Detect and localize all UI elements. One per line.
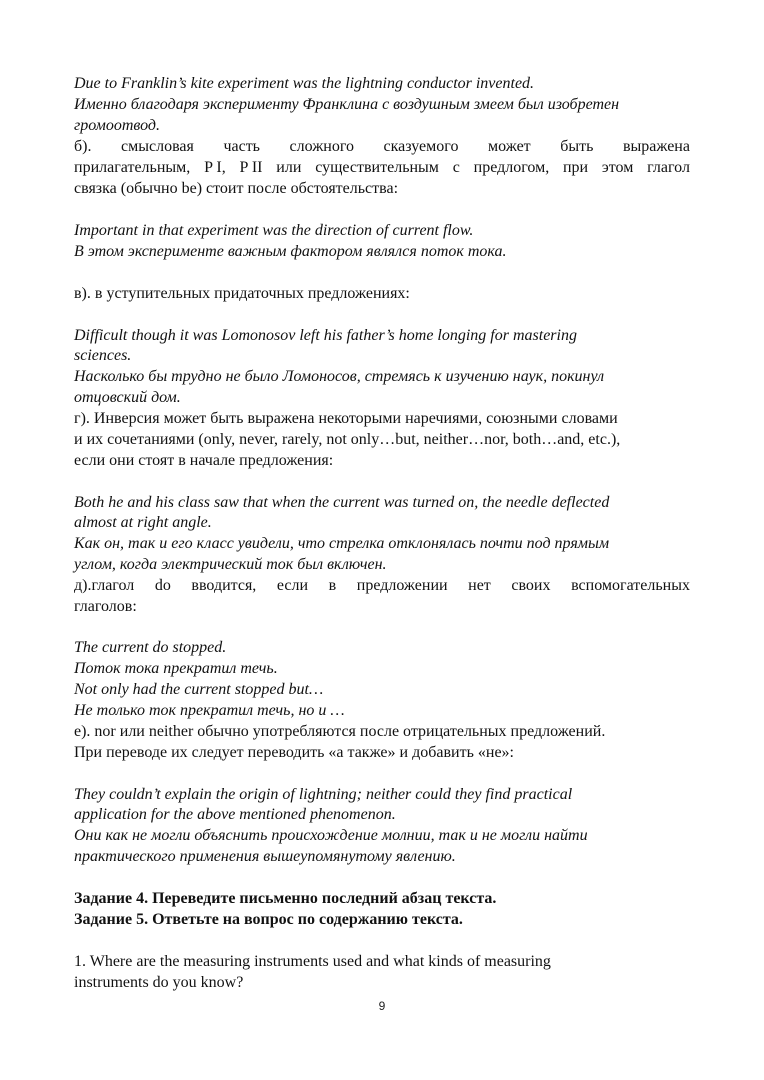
example-ru-current-flow: В этом эксперименте важным фактором являлся поток тока. (74, 243, 507, 260)
word: существительным (315, 159, 439, 176)
word: предлогом, (473, 159, 550, 176)
word: вспомогательных (571, 577, 690, 594)
task-5-heading: Задание 5. Ответьте на вопрос по содержанию текста. (74, 911, 463, 928)
example-en-lightning-line1: They couldn’t explain the origin of lightning; neither could they find practical (74, 786, 573, 803)
rule-b-line3: связка (обычно be) стоит после обстоятельства: (74, 180, 399, 197)
page-number: 9 (378, 999, 386, 1013)
word: быть (560, 138, 594, 155)
example-ru-lightning-line1: Они как не могли объяснить происхождение молнии, так и не могли найти (74, 827, 588, 844)
word: с (452, 159, 460, 176)
word: do (154, 577, 171, 594)
example-ru-do-stopped: Поток тока прекратил течь. (74, 660, 278, 677)
word: глагол (647, 159, 690, 176)
question-1-line2: instruments do you know? (74, 974, 244, 991)
word: нет (468, 577, 491, 594)
rule-d-line1 (74, 575, 690, 596)
word: сказуемого (383, 138, 459, 155)
example-en-not-only: Not only had the current stopped but… (74, 681, 324, 698)
rule-d-line2: глаголов: (74, 598, 137, 615)
question-1-line1: 1. Where are the measuring instruments used and what kinds of measuring (74, 953, 551, 970)
example-ru-needle-line2: углом, когда электрический ток был включен. (74, 556, 387, 573)
word: может (488, 138, 531, 155)
example-ru-lomonosov-line2: отцовский дом. (74, 389, 181, 406)
example-en-lomonosov-line2: sciences. (74, 347, 132, 364)
rule-b-line1 (74, 136, 690, 157)
example-en-do-stopped: The current do stopped. (74, 639, 227, 656)
example-en-franklin: Due to Franklin’s kite experiment was the lightning conductor invented. (74, 75, 535, 92)
task-4-heading: Задание 4. Переведите письменно последний абзац текста. (74, 890, 497, 907)
word: д).глагол (74, 577, 135, 594)
rule-e-line1: е). nor или neither обычно употребляются после отрицательных предложений. (74, 723, 606, 740)
rule-e-line2: При переводе их следует переводить «а также» и добавить «не»: (74, 744, 514, 761)
word: P II (239, 159, 263, 176)
rule-v: в). в уступительных придаточных предложениях: (74, 285, 410, 302)
word: прилагательным, (74, 159, 191, 176)
word: или (276, 159, 302, 176)
rule-g-line2: и их сочетаниями (only, never, rarely, not only…but, neither…nor, both…and, etc.), (74, 431, 621, 448)
word: своих (511, 577, 551, 594)
word: P I, (204, 159, 226, 176)
example-ru-needle-line1: Как он, так и его класс увидели, что стрелка отклонялась почти под прямым (74, 535, 610, 552)
example-ru-lomonosov-line1: Насколько бы трудно не было Ломоносов, стремясь к изучению наук, покинул (74, 368, 605, 385)
rule-b-line2 (74, 157, 690, 178)
example-en-needle-line2: almost at right angle. (74, 514, 212, 531)
example-en-lightning-line2: application for the above mentioned phenomenon. (74, 806, 396, 823)
example-ru-not-only: Не только ток прекратил течь, но и … (74, 702, 345, 719)
example-en-current-flow: Important in that experiment was the direction of current flow. (74, 222, 474, 239)
word: этом (601, 159, 634, 176)
word: смысловая (121, 138, 194, 155)
rule-g-line1: г). Инверсия может быть выражена некоторыми наречиями, союзными словами (74, 410, 618, 427)
word: в (328, 577, 337, 594)
word: б). (74, 138, 92, 155)
example-ru-franklin-line2: громоотвод. (74, 117, 161, 134)
word: выражена (622, 138, 690, 155)
word: сложного (289, 138, 354, 155)
rule-g-line3: если они стоят в начале предложения: (74, 452, 334, 469)
example-ru-lightning-line2: практического применения вышеупомянутому явлению. (74, 848, 456, 865)
word: часть (223, 138, 260, 155)
example-ru-franklin-line1: Именно благодаря эксперименту Франклина с воздушным змеем был изобретен (74, 96, 620, 113)
word: если (276, 577, 309, 594)
example-en-needle-line1: Both he and his class saw that when the current was turned on, the needle deflected (74, 494, 610, 511)
word: при (562, 159, 589, 176)
word: предложении (356, 577, 448, 594)
example-en-lomonosov-line1: Difficult though it was Lomonosov left his father’s home longing for mastering (74, 327, 577, 344)
word: вводится, (191, 577, 257, 594)
